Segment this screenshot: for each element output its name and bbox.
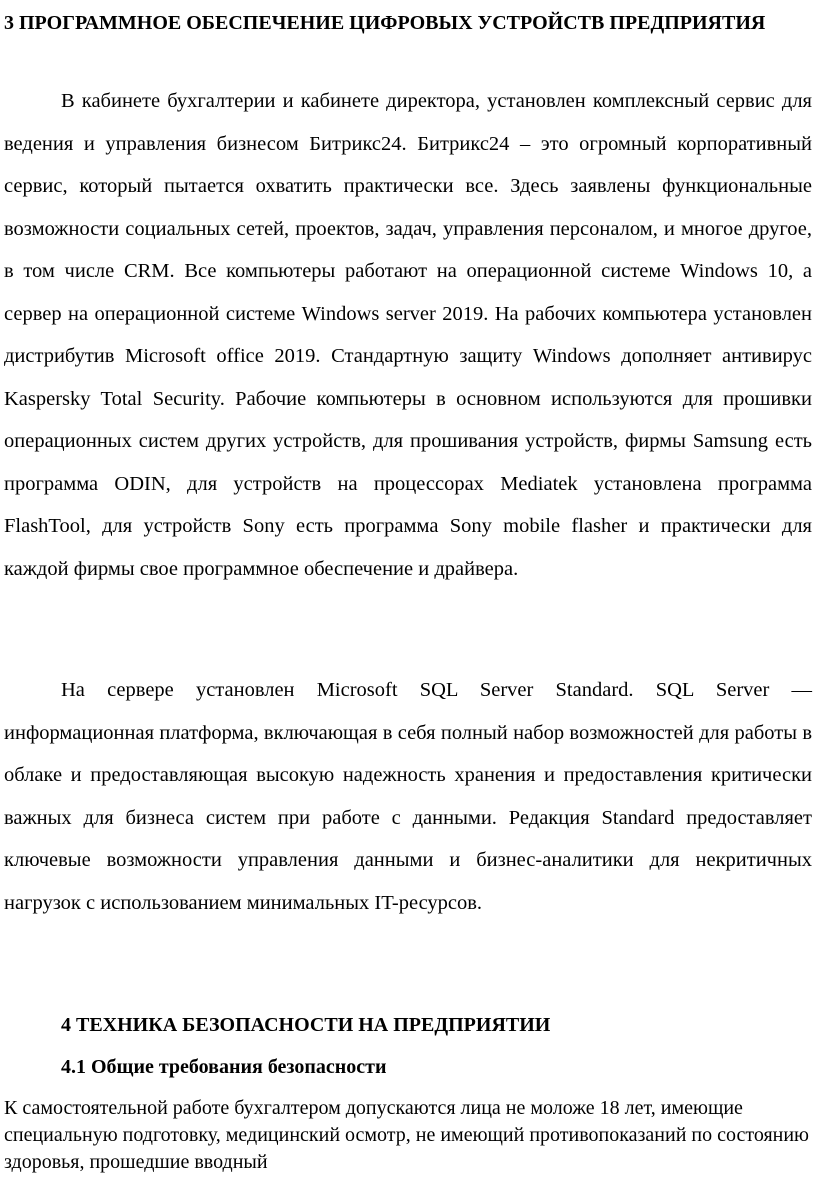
section-3-paragraph-1: В кабинете бухгалтерии и кабинете директора, установлен комплексный сервис для ведения и управления бизнесом Битрикс24. Битрикс24 – это огромный корпоративный сервис, который пытается охватить практически все. Здесь заявлены функциональные возможности социальных сетей, проектов, задач, управления персоналом, и многое другое, в том числе CRM. Все компьютеры работают на операционной системе Windows 10, а сервер на операционной системе Windows server 2019. На рабочих компьютера установлен дистрибутив Microsoft office 2019. Стандартную защиту Windows дополняет антивирус Kaspersky Total Security. Рабочие компьютеры в основном используются для прошивки операционных систем других устройств, для прошивания устройств, фирмы Samsung есть программа ODIN, для устройств на процессорах Mediatek установлена программа FlashTool, для устройств Sony есть программа Sony mobile flasher и практически для каждой фирмы свое программное обеспечение и драйвера. (4, 90, 812, 580)
section-3-title: 3 ПРОГРАММНОЕ ОБЕСПЕЧЕНИЕ ЦИФРОВЫХ УСТРОЙСТВ ПРЕДПРИЯТИЯ (4, 12, 766, 34)
subsection-4-1-paragraph-1: К самостоятельной работе бухгалтером допускаются лица не моложе 18 лет, имеющие специальную подготовку, медицинский осмотр, не имеющий противопоказаний по состоянию здоровья, прошедшие вводный (4, 1097, 809, 1173)
section-3-paragraph-2: На сервере установлен Microsoft SQL Server Standard. SQL Server — информационная платформа, включающая в себя полный набор возможностей для работы в облаке и предоставляющая высокую надежность хранения и предоставления критически важных для бизнеса систем при работе с данными. Редакция Standard предоставляет ключевые возможности управления данными и бизнес-аналитики для некритичных нагрузок с использованием минимальных IT-ресурсов. (4, 679, 812, 914)
section-4-title: 4 ТЕХНИКА БЕЗОПАСНОСТИ НА ПРЕДПРИЯТИИ (61, 1014, 551, 1036)
subsection-4-1-title: 4.1 Общие требования безопасности (61, 1056, 387, 1078)
